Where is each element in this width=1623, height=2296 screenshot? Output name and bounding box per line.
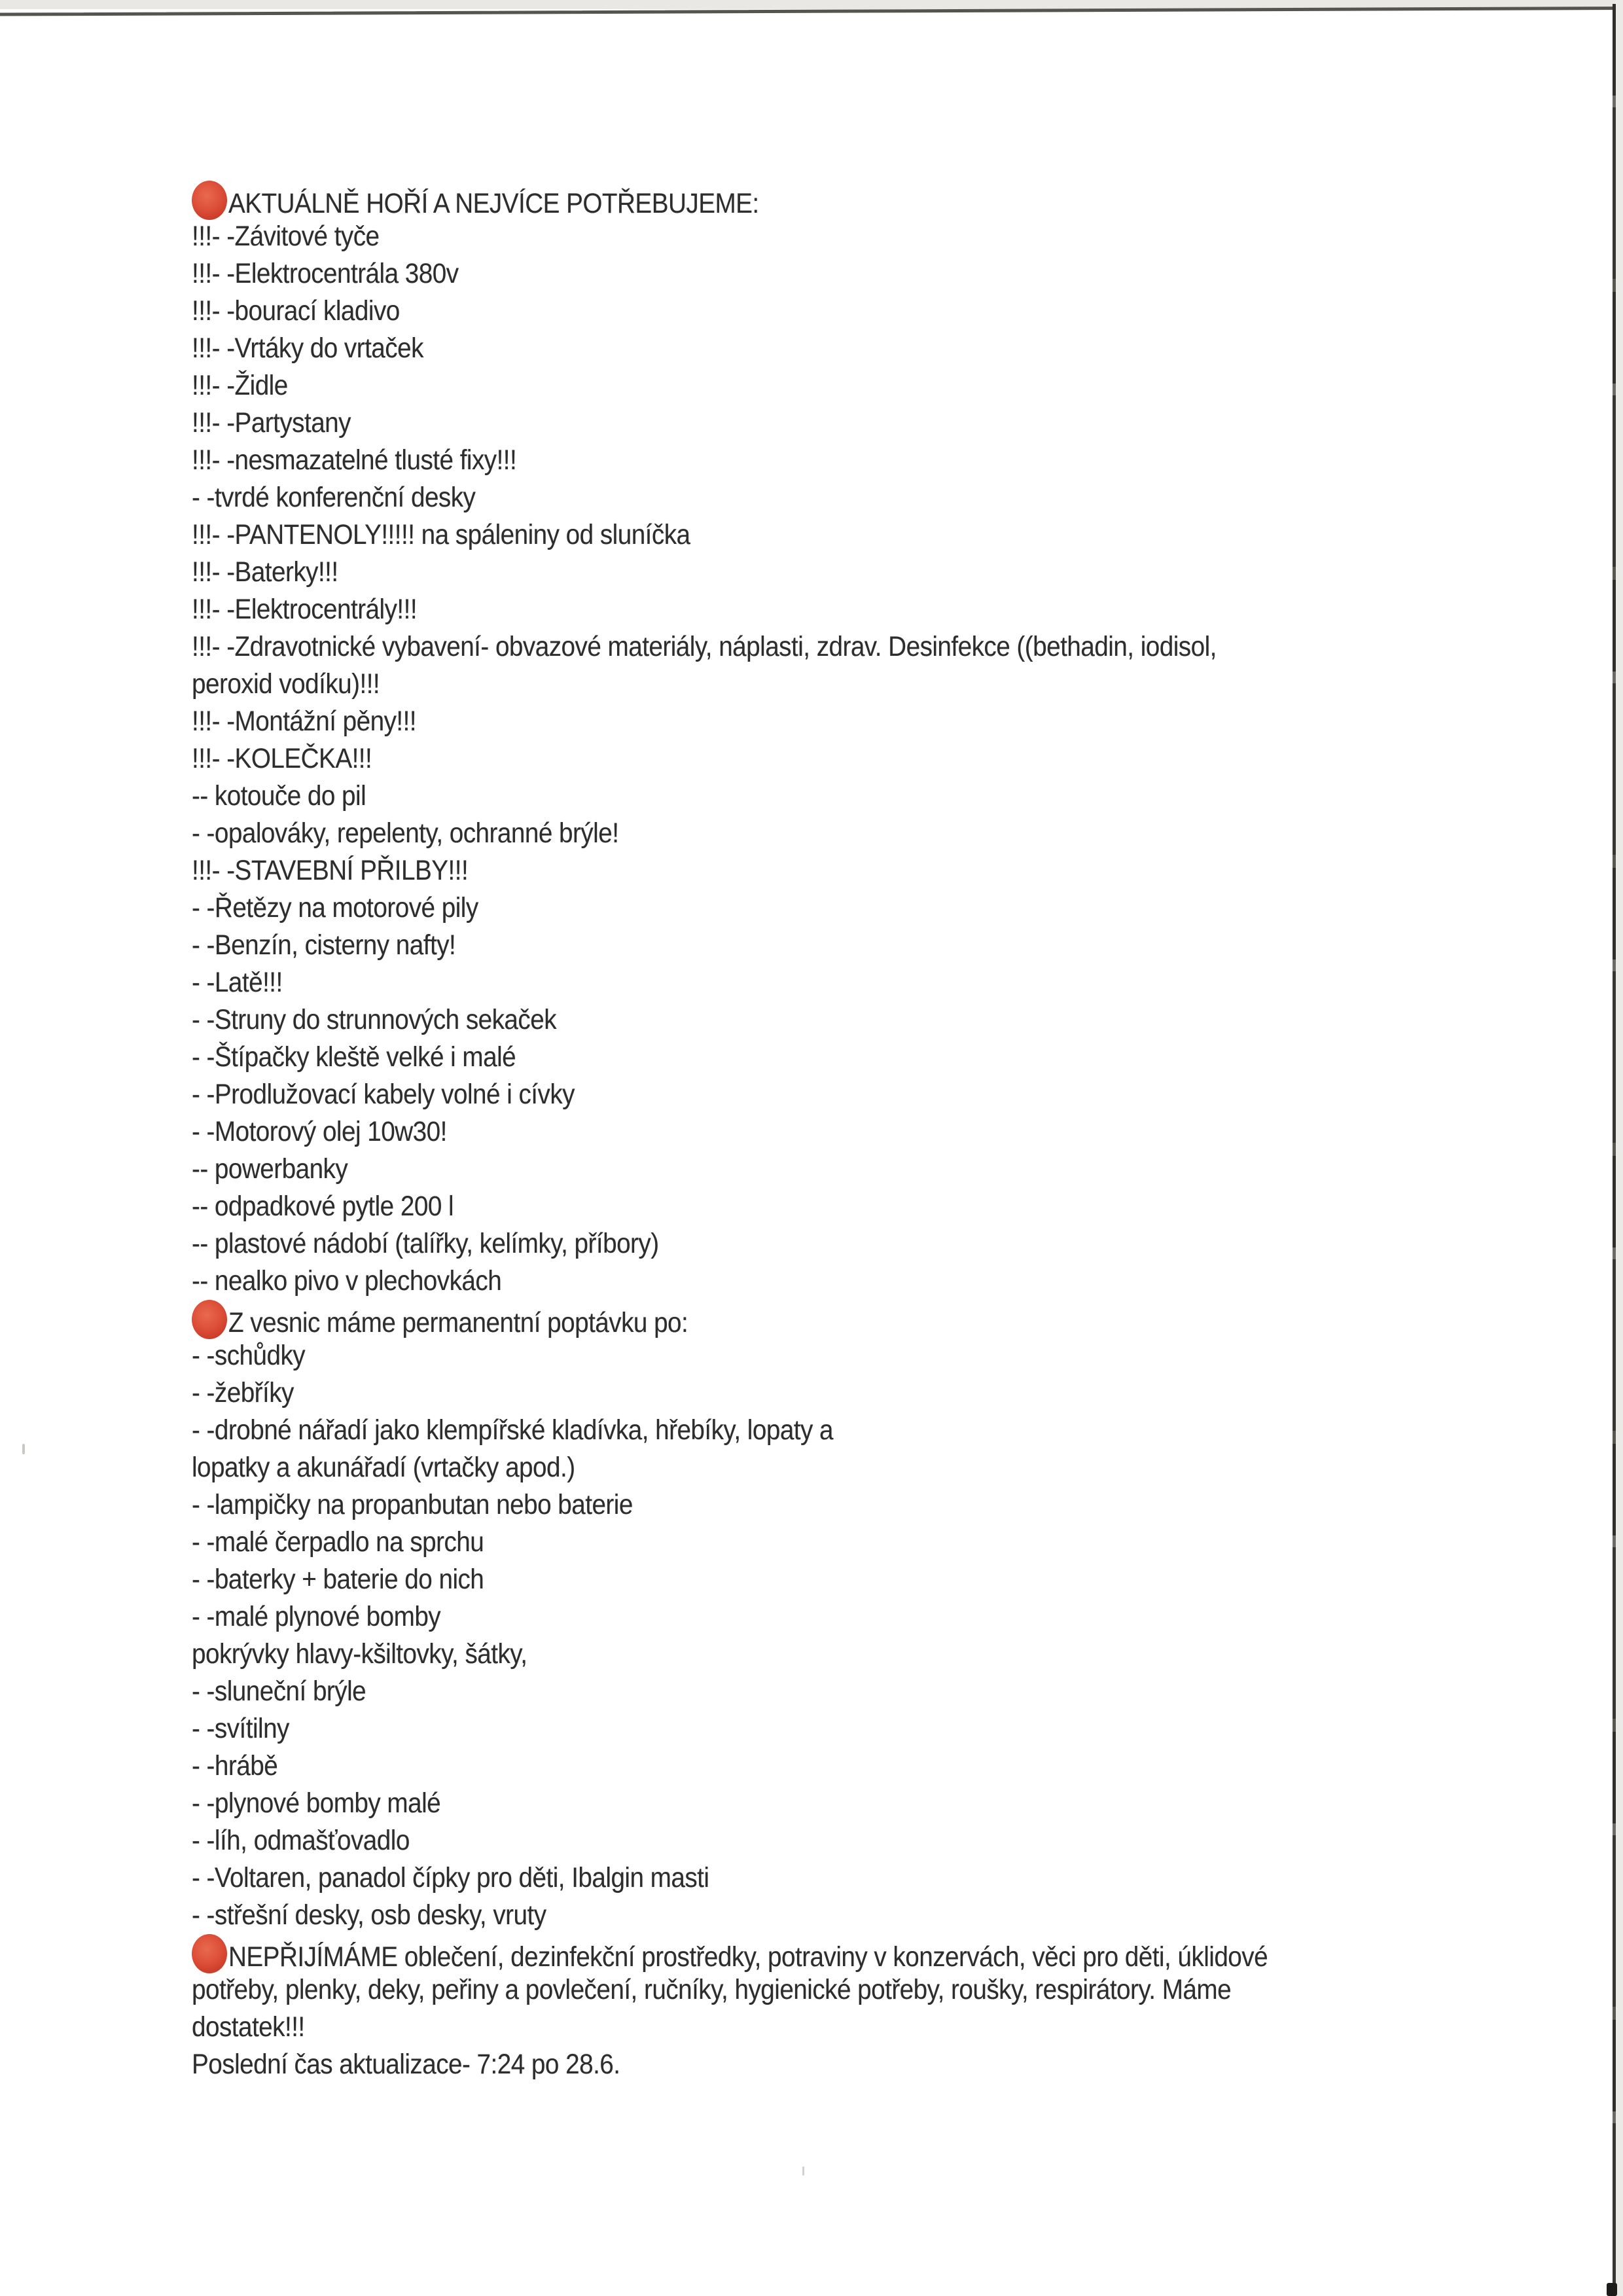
document-line [192, 255, 1501, 293]
line-text: - -Motorový olej 10w30! [192, 1116, 447, 1147]
line-text: !!!- -Elektrocentrála 380v [192, 258, 459, 289]
document-line [192, 666, 1501, 703]
line-text: -- powerbanky [192, 1153, 348, 1185]
line-text: - -malé čerpadlo na sprchu [192, 1526, 484, 1558]
line-text: dostatek!!! [192, 2011, 305, 2043]
line-text: !!!- -Židle [192, 370, 288, 401]
line-text: - -hrábě [192, 1750, 278, 1782]
line-text: !!!- -Montážní pěny!!! [192, 706, 417, 737]
line-text: - -drobné nářadí jako klempířské kladívka, hřebíky, lopaty a [192, 1414, 834, 1446]
document-line [192, 1337, 1501, 1374]
line-text: -- nealko pivo v plechovkách [192, 1265, 502, 1297]
line-text: - -Voltaren, panadol čípky pro děti, Ibalgin masti [192, 1862, 709, 1893]
document-line [192, 1188, 1501, 1225]
document-line [192, 740, 1501, 778]
document-line [192, 1636, 1501, 1673]
document-line [192, 1300, 1501, 1337]
line-text: - -malé plynové bomby [192, 1601, 441, 1632]
line-text: - -baterky + baterie do nich [192, 1564, 484, 1595]
line-text: - -Latě!!! [192, 967, 283, 998]
document-line [192, 628, 1501, 666]
line-text: !!!- -Elektrocentrály!!! [192, 594, 418, 625]
line-text: pokrývky hlavy-kšiltovky, šátky, [192, 1638, 527, 1670]
document-line [192, 1113, 1501, 1151]
line-text: - -střešní desky, osb desky, vruty [192, 1899, 546, 1931]
document-line [192, 591, 1501, 628]
line-text: !!!- -Baterky!!! [192, 556, 338, 588]
line-text: !!!- -Vrtáky do vrtaček [192, 332, 423, 364]
line-text: Z vesnic máme permanentní poptávku po: [228, 1307, 688, 1338]
line-text: - -líh, odmašťovadlo [192, 1825, 410, 1856]
document-line [192, 2009, 1501, 2046]
document-line [192, 1039, 1501, 1076]
line-text: lopatky a akunářadí (vrtačky apod.) [192, 1452, 575, 1483]
line-text: AKTUÁLNĚ HOŘÍ A NEJVÍCE POTŘEBUJEME: [228, 188, 759, 219]
line-text: - -Řetězy na motorové pily [192, 892, 478, 924]
scan-edge-right-line [1613, 4, 1616, 2296]
document-line [192, 1859, 1501, 1897]
document-line [192, 1374, 1501, 1412]
line-text: - -plynové bomby malé [192, 1787, 441, 1819]
document-line [192, 1561, 1501, 1598]
line-text: - -Benzín, cisterny nafty! [192, 929, 456, 961]
line-text: - -Štípačky kleště velké i malé [192, 1041, 516, 1073]
document-line [192, 778, 1501, 815]
line-text: - -opalováky, repelenty, ochranné brýle! [192, 817, 619, 849]
document-line [192, 1897, 1501, 1934]
document-line [192, 1001, 1501, 1039]
document-text-block [192, 181, 1501, 2083]
line-text: potřeby, plenky, deky, peřiny a povlečení, ručníky, hygienické potřeby, roušky, respirátory. Máme [192, 1974, 1232, 2005]
document-line [192, 1748, 1501, 1785]
document-line [192, 1225, 1501, 1263]
document-line [192, 479, 1501, 516]
scan-corner-blob [1607, 2283, 1617, 2296]
document-line [192, 1412, 1501, 1449]
document-line [192, 367, 1501, 404]
line-text: - -Struny do strunnových sekaček [192, 1004, 557, 1035]
document-line [192, 218, 1501, 255]
document-line [192, 889, 1501, 927]
document-line [192, 293, 1501, 330]
document-line [192, 1263, 1501, 1300]
line-text: - -tvrdé konferenční desky [192, 482, 476, 513]
document-line [192, 1151, 1501, 1188]
document-line [192, 1822, 1501, 1859]
document-line [192, 1449, 1501, 1486]
scan-edge-right-strip [1615, 0, 1623, 2296]
document-line [192, 1076, 1501, 1113]
line-text: -- odpadkové pytle 200 l [192, 1191, 454, 1222]
line-text: - -sluneční brýle [192, 1676, 366, 1707]
document-line [192, 703, 1501, 740]
line-text: !!!- -Závitové tyče [192, 221, 380, 252]
line-text: - -žebříky [192, 1377, 294, 1408]
document-line [192, 1486, 1501, 1524]
document-line [192, 1971, 1501, 2009]
document-line [192, 1598, 1501, 1636]
scan-speck [22, 1444, 25, 1454]
line-text: -- kotouče do pil [192, 780, 366, 812]
document-line [192, 1934, 1501, 1971]
document-line [192, 927, 1501, 964]
document-line [192, 330, 1501, 367]
document-line [192, 554, 1501, 591]
line-text: !!!- -bourací kladivo [192, 295, 400, 327]
document-line [192, 2046, 1501, 2083]
line-text: !!!- -Partystany [192, 407, 351, 439]
line-text: !!!- -PANTENOLY!!!!! na spáleniny od sluníčka [192, 519, 690, 550]
document-line [192, 1673, 1501, 1710]
line-text: !!!- -KOLEČKA!!! [192, 743, 372, 774]
line-text: NEPŘIJÍMÁME oblečení, dezinfekční prostředky, potraviny v konzervách, věci pro děti, úklidové [228, 1941, 1268, 1973]
line-text: - -lampičky na propanbutan nebo baterie [192, 1489, 633, 1520]
document-line [192, 516, 1501, 554]
document-line [192, 852, 1501, 889]
document-line [192, 964, 1501, 1001]
line-text: - -svítilny [192, 1713, 289, 1744]
document-line [192, 181, 1501, 218]
red-circle-icon [192, 1934, 227, 1973]
document-line [192, 1524, 1501, 1561]
document-line [192, 404, 1501, 442]
line-text: !!!- -STAVEBNÍ PŘILBY!!! [192, 855, 469, 886]
line-text: peroxid vodíku)!!! [192, 668, 380, 700]
line-text: !!!- -nesmazatelné tlusté fixy!!! [192, 444, 517, 476]
line-text: -- plastové nádobí (talířky, kelímky, příbory) [192, 1228, 659, 1259]
red-circle-icon [192, 181, 227, 220]
line-text: Poslední čas aktualizace- 7:24 po 28.6. [192, 2049, 620, 2080]
red-circle-icon [192, 1300, 227, 1339]
document-line [192, 1710, 1501, 1748]
scan-speck [802, 2166, 804, 2176]
line-text: - -schůdky [192, 1340, 306, 1371]
document-line [192, 442, 1501, 479]
document-line [192, 1785, 1501, 1822]
line-text: !!!- -Zdravotnické vybavení- obvazové materiály, náplasti, zdrav. Desinfekce ((bethadin, iodisol, [192, 631, 1217, 662]
line-text: - -Prodlužovací kabely volné i cívky [192, 1079, 575, 1110]
document-line [192, 815, 1501, 852]
